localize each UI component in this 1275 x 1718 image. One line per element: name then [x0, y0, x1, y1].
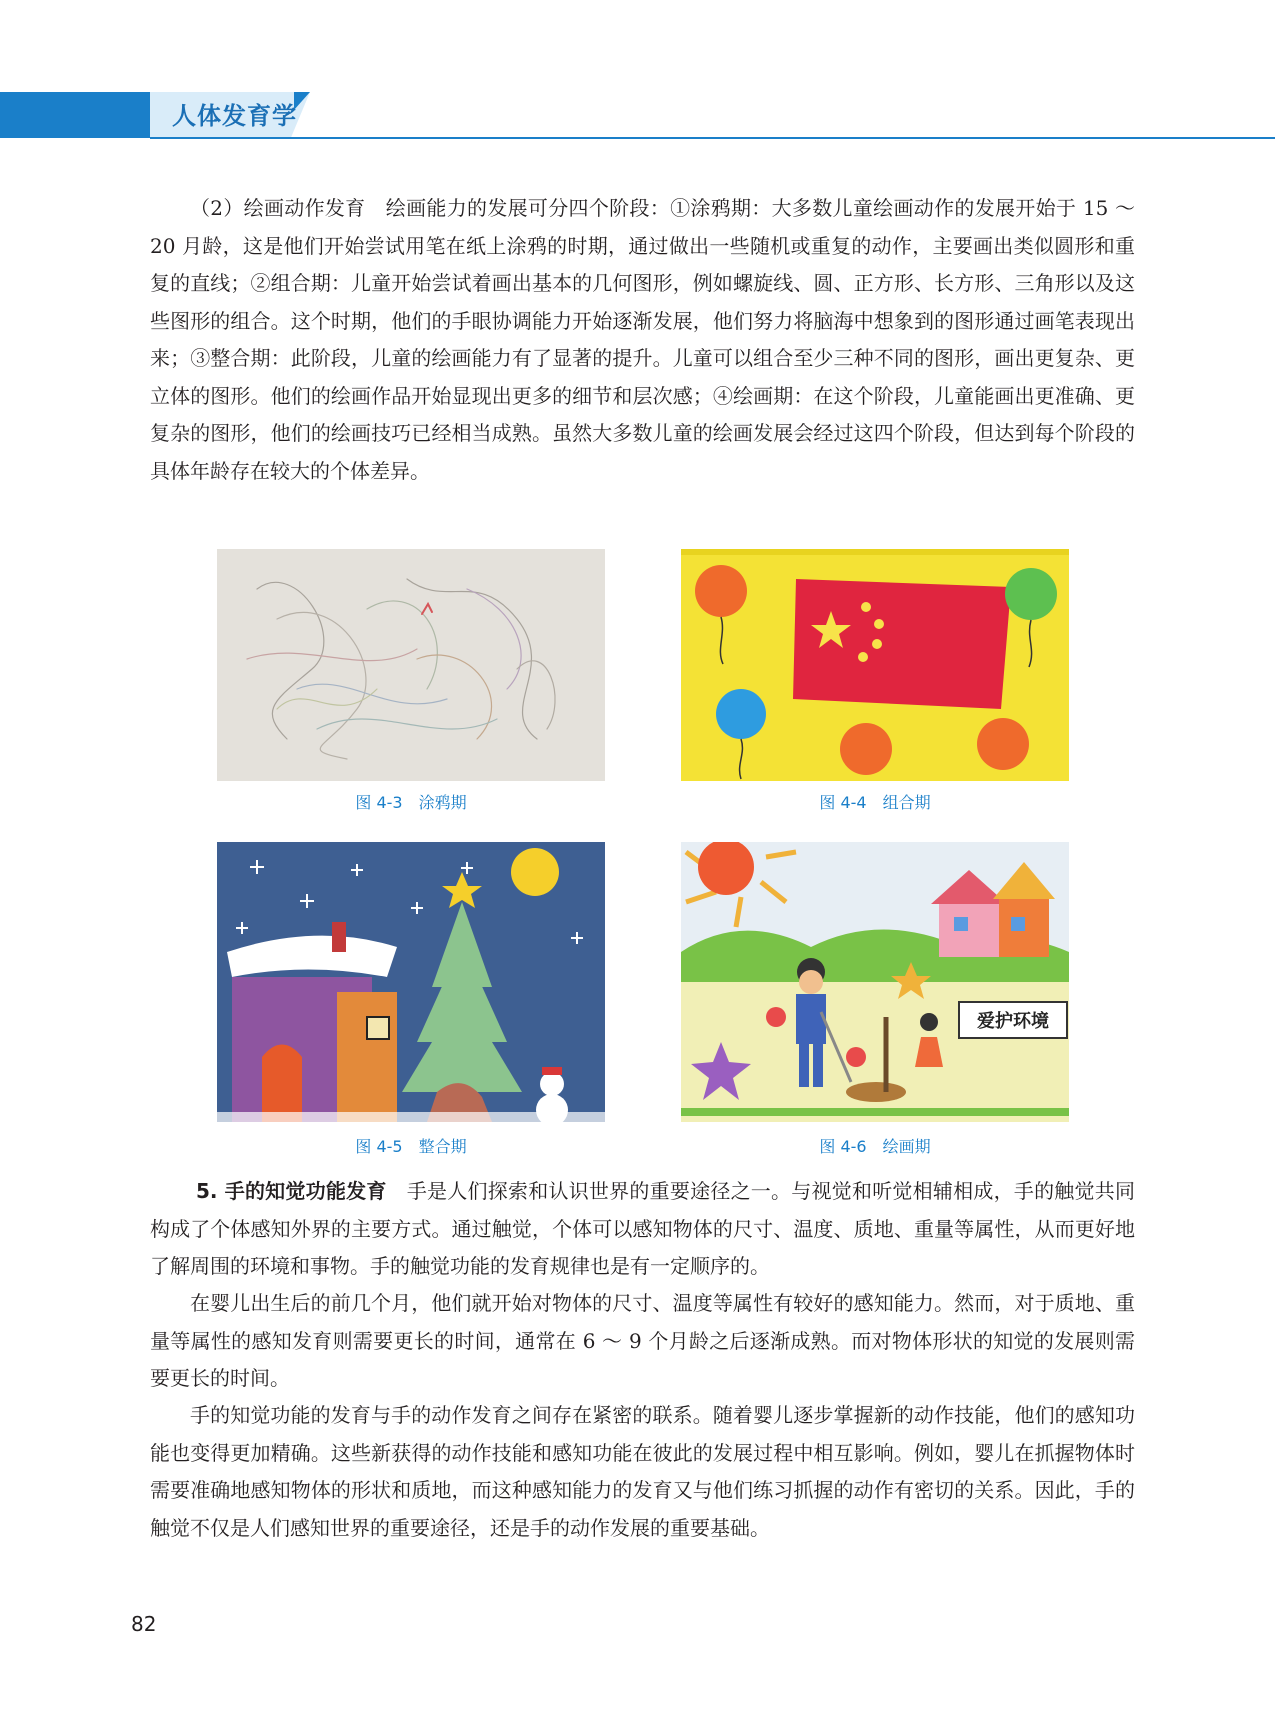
figure-integration-drawing [217, 842, 605, 1122]
figure-caption: 图 4-5 整合期 [355, 1137, 467, 1156]
figure-drawing-stage [681, 842, 1069, 1122]
paragraph-perception-motor-link: 手的知觉功能的发育与手的动作发育之间存在紧密的联系。随着婴儿逐步掌握新的动作技能，他们的感知功能也变得更加精确。这些新获得的动作技能和感知功能在彼此的发展过程中相互影响。例如，婴儿在抓握物体时需要准确地感知物体的形状和质地，而这种感知能力的发育又与他们练习抓握的动作有密切的关系。因此，手的触觉不仅是人们感知世界的重要途径，还是手的动作发展的重要基础。 [150, 1403, 1135, 1540]
figure-caption: 图 4-4 组合期 [819, 793, 931, 812]
snow-house-image [217, 842, 605, 1122]
page-number: 82 [131, 1612, 157, 1636]
paragraph-body: 绘画能力的发展可分四个阶段：①涂鸦期：大多数儿童绘画动作的发展开始于 15 ～ 20 月龄，这是他们开始尝试用笔在纸上涂鸦的时期，通过做出一些随机或重复的动作，主要画出类似圆形和重复的直线；②组合期：儿童开始尝试着画出基本的几何图形，例如螺旋线、圆、正方形、长方形、三角形以及这些图形的组合。这个时期，他们的手眼协调能力开始逐渐发展，他们努力将脑海中想象到的图形通过画笔表现出来；③整合期：此阶段，儿童的绘画能力有了显著的提升。儿童可以组合至少三种不同的图形，画出更复杂、更立体的图形。他们的绘画作品开始显现出更多的细节和层次感；④绘画期：在这个阶段，儿童能画出更准确、更复杂的图形，他们的绘画技巧已经相当成熟。虽然大多数儿童的绘画发展会经过这四个阶段，但达到每个阶段的具体年龄存在较大的个体差异。 [150, 196, 1135, 483]
sign-text: 爱护环境 [977, 1011, 1049, 1032]
figure-scribble-drawing [217, 549, 605, 781]
figure-combination-drawing [681, 549, 1069, 781]
paragraph-body: 手是人们探索和认识世界的重要途径之一。与视觉和听觉相辅相成，手的触觉共同构成了个体感知外界的主要方式。通过触觉，个体可以感知物体的尺寸、温度、质地、重量等属性，从而更好地了解周围的环境和事物。手的触觉功能的发育规律也是有一定顺序的。 [150, 1179, 1136, 1278]
environment-scene-image [681, 842, 1069, 1122]
paragraph-lead: （2）绘画动作发育 [190, 196, 366, 220]
figure-caption: 图 4-3 涂鸦期 [355, 793, 467, 812]
paragraph-drawing-development [150, 190, 1135, 490]
flag-balloons-image [681, 549, 1069, 781]
header-color-bar [0, 92, 150, 138]
figure-caption: 图 4-6 绘画期 [819, 1137, 931, 1156]
running-header-title: 人体发育学 [172, 102, 297, 130]
paragraph-hand-perception [150, 1173, 1135, 1286]
section-heading: 5. 手的知觉功能发育 [196, 1179, 387, 1203]
header-rule [150, 137, 1275, 139]
scribble-image [217, 549, 605, 781]
paragraph-infant-perception: 在婴儿出生后的前几个月，他们就开始对物体的尺寸、温度等属性有较好的感知能力。然而，对于质地、重量等属性的感知发育则需要更长的时间，通常在 6 ～ 9 个月龄之后逐渐成熟。而对物体形状的知觉的发展则需要更长的时间。 [150, 1291, 1135, 1390]
